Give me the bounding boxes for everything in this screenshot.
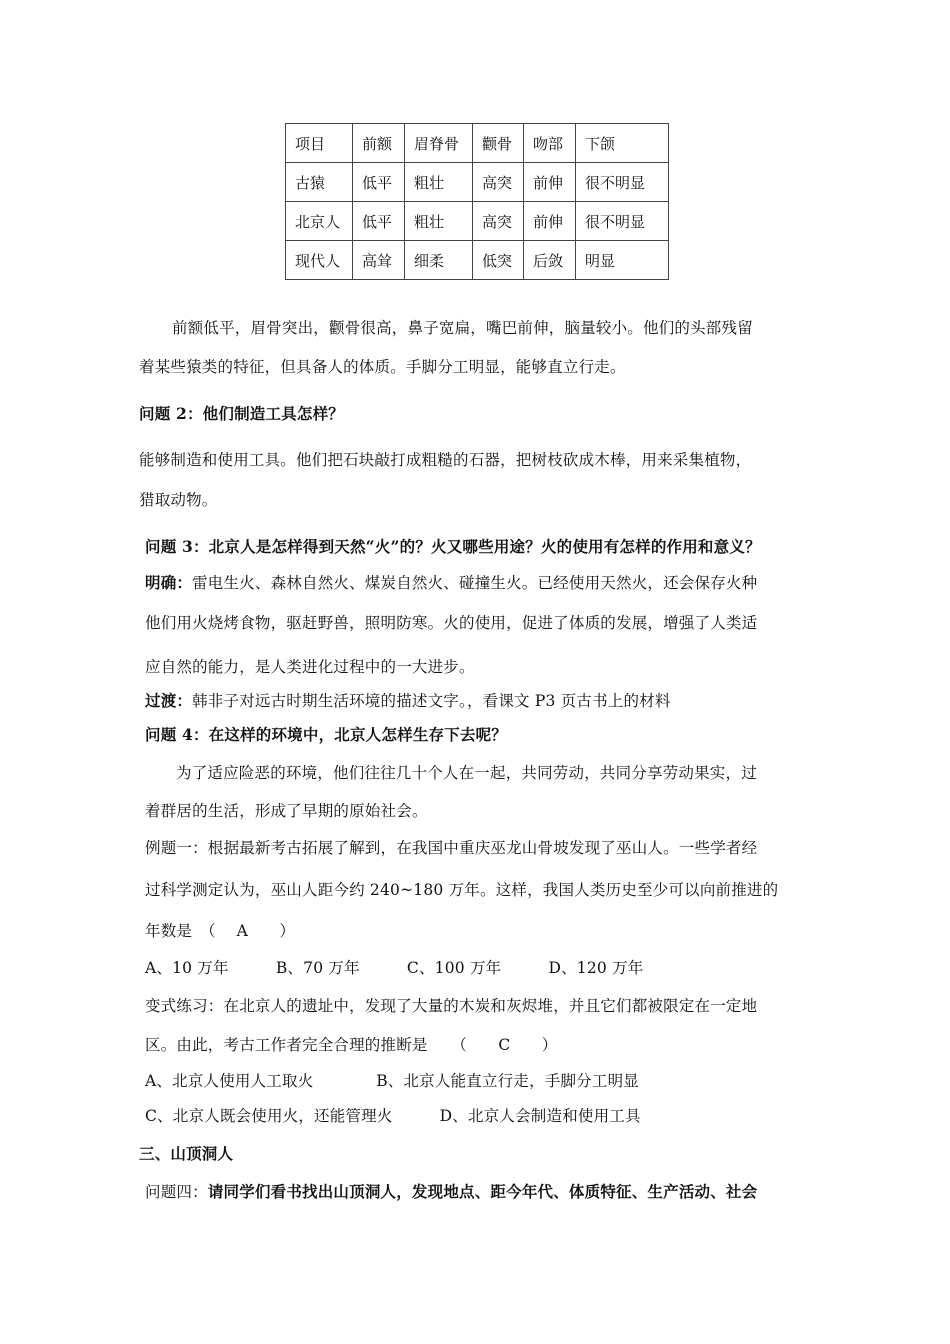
table-header-row (286, 124, 669, 163)
paragraph-line (145, 571, 757, 593)
variant-line: 区。由此，考古工作者完全合理的推断是 （ C ） (145, 1036, 558, 1054)
transition-line (145, 689, 671, 711)
table-cell: 粗壮 (405, 163, 473, 202)
transition-text: 韩非子对远古时期生活环境的描述文字。，看课文 P3 页古书上的材料 (192, 692, 671, 710)
answer-label: 明确： (145, 573, 193, 592)
table-cell: 眉脊骨 (405, 124, 473, 163)
example-line: 年数是 （ A ） (145, 922, 296, 940)
table-cell: 北京人 (286, 202, 353, 241)
table-cell: 吻部 (524, 124, 576, 163)
variant-options: A、北京人使用人工取火 B、北京人能直立行走，手脚分工明显 (145, 1072, 639, 1090)
table-cell: 细柔 (405, 241, 473, 280)
question-line (145, 1180, 757, 1202)
table-row (286, 241, 669, 280)
table-cell: 颧骨 (473, 124, 524, 163)
table-cell: 高耸 (353, 241, 405, 280)
table-cell: 前伸 (524, 202, 576, 241)
table-cell: 明显 (576, 241, 669, 280)
example-options: A、10 万年 B、70 万年 C、100 万年 D、120 万年 (145, 959, 644, 977)
question-2-title: 问题 2：他们制造工具怎样？ (139, 404, 344, 423)
table-cell: 很不明显 (576, 202, 669, 241)
table-cell: 高突 (473, 163, 524, 202)
paragraph-line: 着某些猿类的特征，但具备人的体质。手脚分工明显，能够直立行走。 (139, 358, 626, 376)
transition-label: 过渡： (145, 691, 193, 710)
table-cell: 古猿 (286, 163, 353, 202)
paragraph-line: 前额低平，眉骨突出，颧骨很高，鼻子宽扁，嘴巴前伸，脑量较小。他们的头部残留 (172, 319, 753, 337)
table-cell: 很不明显 (576, 163, 669, 202)
table-cell: 前伸 (524, 163, 576, 202)
paragraph-line: 能够制造和使用工具。他们把石块敲打成粗糙的石器，把树枝砍成木棒，用来采集植物， (139, 451, 752, 469)
table-cell: 项目 (286, 124, 353, 163)
paragraph-line: 为了适应险恶的环境，他们往往几十个人在一起，共同劳动，共同分享劳动果实，过 (176, 764, 757, 782)
table-cell: 前额 (353, 124, 405, 163)
question-4-title: 问题 4：在这样的环境中，北京人怎样生存下去呢？ (145, 725, 507, 744)
table-cell: 粗壮 (405, 202, 473, 241)
variant-line: 变式练习：在北京人的遗址中，发现了大量的木炭和灰烬堆，并且它们都被限定在一定地 (145, 997, 758, 1015)
paragraph-line: 猎取动物。 (139, 491, 218, 509)
question-label: 问题四： (145, 1183, 208, 1201)
table-row (286, 202, 669, 241)
paragraph-line: 他们用火烧烤食物，驱赶野兽，照明防寒。火的使用，促进了体质的发展，增强了人类适 (145, 614, 758, 632)
paragraph-line: 着群居的生活，形成了早期的原始社会。 (145, 802, 428, 820)
table-cell: 后敛 (524, 241, 576, 280)
paragraph-line: 应自然的能力，是人类进化过程中的一大进步。 (145, 658, 475, 676)
table-cell: 现代人 (286, 241, 353, 280)
example-line: 例题一：根据最新考古拓展了解到，在我国中重庆巫龙山骨坡发现了巫山人。一些学者经 (145, 839, 758, 857)
example-line: 过科学测定认为，巫山人距今约 240~180 万年。这样，我国人类历史至少可以向前推进的 (145, 881, 779, 899)
table-cell: 高突 (473, 202, 524, 241)
section-3-title: 三、山顶洞人 (139, 1144, 234, 1163)
table-cell: 低突 (473, 241, 524, 280)
answer-text: 雷电生火、森林自然火、煤炭自然火、碰撞生火。已经使用天然火，还会保存火种 (192, 574, 758, 592)
comparison-table (285, 123, 669, 280)
table-cell: 低平 (353, 202, 405, 241)
question-text: 请同学们看书找出山顶洞人，发现地点、距今年代、体质特征、生产活动、社会 (207, 1182, 758, 1201)
table-cell: 下颌 (576, 124, 669, 163)
question-3-title: 问题 3：北京人是怎样得到天然“火”的？火又哪些用途？火的使用有怎样的作用和意义？ (145, 537, 761, 556)
table-row (286, 163, 669, 202)
variant-options: C、北京人既会使用火，还能管理火 D、北京人会制造和使用工具 (145, 1107, 641, 1125)
table-cell: 低平 (353, 163, 405, 202)
